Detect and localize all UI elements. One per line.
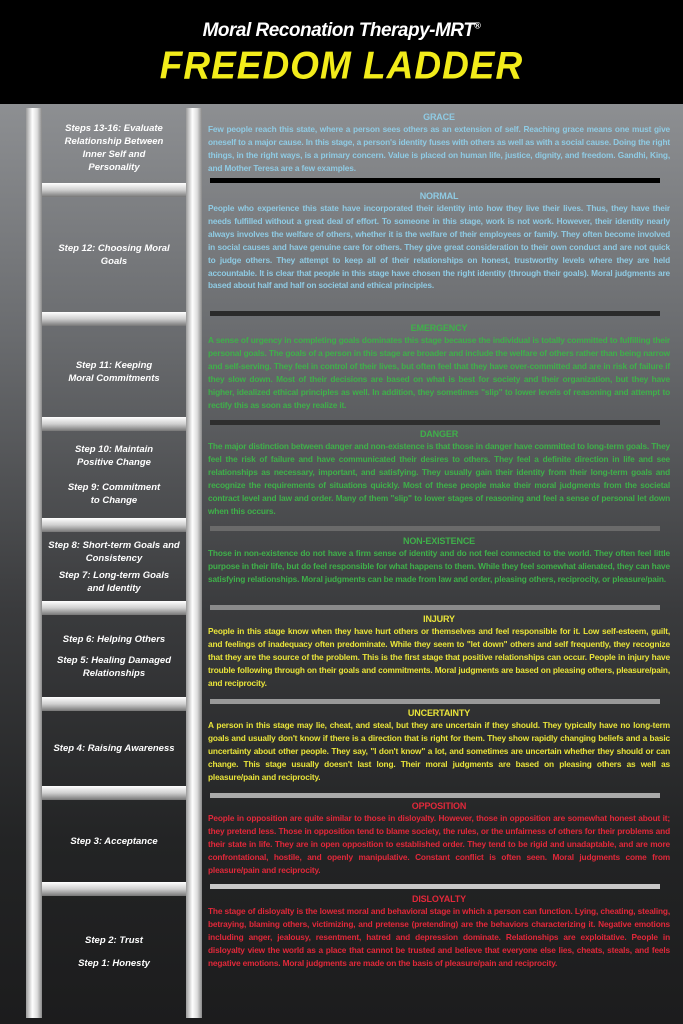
ladder-rung [42,417,186,431]
stage-description: A person in this stage may lie, cheat, and steal, but they are uncertain if they should. They typically have no long-term goals and usually don't know if there is a direction that is right for them. They show rapidly changing beliefs and a basic uncertainty about other people. They say, "I don't know" a lot, and sometimes are uncertain whether they should or can change. This stage usually doesn't last long. Their moral judgments are based on pleasing others as well as pleasure/pain and reciprocity. [208,720,670,782]
ladder-step-2-1 [44,896,184,1008]
step-label: Step 2: Trust [85,935,143,946]
stage-grace [208,111,670,175]
step-label: Step 5: Healing Damaged Relationships [56,654,172,679]
stage-danger [208,428,670,517]
ladder-step-3 [44,800,184,882]
divider [210,793,660,798]
step-label: Step 6: Helping Others [62,633,166,645]
stage-description: People who experience this state have incorporated their identity into how they live their lives. Thus, they have their needs fulfilled without a great deal of effort. To someone in this stage, work is not work. However, their identity nearly always involves the welfare of others, whether it is the welfare of their employees or family. They often become involved in social causes and have genuine care for others. They give great consideration to their own conduct and are not quick to judge others. They attempt to keep all of their relationships on honest, trustworthy levels where they are held accountable. It is clear that people in this stage have chosen the right identity (through their goals). Moral judgments are based about half and half on societal and ethical principles. [208,203,670,291]
ladder-step-13-16 [44,112,184,183]
divider [210,526,660,531]
divider [210,605,660,610]
stage-title: NORMAL [419,191,459,201]
ladder-right-rail [186,108,202,1018]
stage-injury [208,613,670,690]
step-label: Steps 13-16: Evaluate Relationship Between Inner Self and Personality [64,122,164,173]
stage-title: UNCERTAINTY [407,708,471,718]
divider [210,699,660,704]
ladder-step-6-5 [44,615,184,697]
stage-non-existence [208,535,670,586]
stage-disloyalty [208,893,670,970]
poster-title: FREEDOM LADDER [159,43,524,87]
step-label: Step 11: Keeping Moral Commitments [68,359,160,384]
ladder-rung [42,786,186,800]
stage-description: The stage of disloyalty is the lowest moral and behavioral stage in which a person can function. Lying, cheating, stealing, betraying, blaming others, victimizing, and pretense (pretending) are the behaviors characterizing it. Negative emotions including anger, jealousy, resentment, hatred and depression dominate. Relationships are exploitative. People in disloyalty view the world as a place that cannot be trusted and believe that everyone else lies, cheats, steals, and feels negative emotions. Moral judgments are made on the basis of pleasure/pain and reciprocity. [208,906,670,968]
stage-opposition [208,800,670,877]
ladder-rung [42,697,186,711]
step-label: Step 9: Commitment to Change [67,481,161,506]
divider [210,420,660,425]
step-label: Step 3: Acceptance [70,835,158,847]
divider [210,178,660,183]
poster-header [0,0,683,104]
divider [210,884,660,889]
registered-mark: ® [474,20,481,31]
ladder-step-10-9 [44,431,184,518]
ladder-rung [42,312,186,326]
stage-description: Few people reach this state, where a person sees others as an extension of self. Reaching grace means one must give oneself to a major cause. In this stage, a person's identity fuses with others as well as with a social cause. Doing the right things, in the right ways, is a primary concern. Value is placed on human life, justice, dignity, and freedom. Gandhi, King, and Mother Teresa are a few examples. [208,124,670,173]
stage-title: OPPOSITION [411,801,467,811]
step-label: Step 10: Maintain Positive Change [74,443,154,468]
poster-subtitle [0,20,683,42]
ladder-left-rail [26,108,42,1018]
stage-title: EMERGENCY [410,323,468,333]
stage-title: INJURY [423,614,455,624]
stage-uncertainty [208,707,670,784]
stage-title: DANGER [419,429,459,439]
stage-title: NON-EXISTENCE [402,536,476,546]
ladder-rung [42,882,186,896]
stage-description: A sense of urgency in completing goals dominates this stage because the individual is totally committed to fulfilling their personal goals. The goals of a person in this stage are broader and include the welfare of others rather than being narrow and self-serving. They feel in control of their lives, but often feel that they have over-committed and are in risk of failure if they slow down. Most of their decisions are based on what is best for society and their organization, but they have higher, idealized ethical principles as well. In addition, they sometimes "slip" to lower levels of reasoning and attempt to rectify this as soon as they realize it. [208,335,670,410]
ladder-rung [42,518,186,532]
subtitle-text: Moral Reconation Therapy-MRT [202,20,475,41]
stage-description: Those in non-existence do not have a firm sense of identity and do not feel connected to the world. They often feel little purpose in their life, but do feel responsible for what happens to them. While they feel somewhat alienated, they can have satisfying relationships. Moral judgments can be made from law and order, pleasing others, reciprocity, or pleasure/pain. [208,548,670,584]
stage-title: DISLOYALTY [411,894,466,904]
ladder-step-4 [44,711,184,786]
step-label: Step 1: Honesty [78,958,150,969]
ladder-rung [42,183,186,197]
ladder-rung [42,601,186,615]
ladder-step-12 [44,197,184,312]
stage-description: People in opposition are quite similar to those in disloyalty. However, those in opposition are somewhat honest about it; they pretend less. Those in opposition tend to blame society, the rules, or the unfairness of others for their problems and their state in life. They are in open opposition to established order. They tend to be rigid and unadaptable, and are more confrontational, hostile, and openly manipulative. Constant conflict is often seen. Moral judgments come from pleasure/pain and reciprocity. [208,813,670,875]
stage-normal [208,190,670,292]
stage-emergency [208,322,670,411]
step-label: Step 4: Raising Awareness [53,743,175,754]
ladder-step-11 [44,326,184,417]
ladder-step-8-7 [44,532,184,601]
step-label: Step 8: Short-term Goals and Consistency [48,539,180,564]
step-label: Step 12: Choosing Moral Goals [58,242,170,267]
step-label: Step 7: Long-term Goals and Identity [58,569,170,594]
divider [210,311,660,316]
stage-description: The major distinction between danger and non-existence is that those in danger have committed to long-term goals. They feel the risk of failure and have communicated their desires to others. They feel a definite direction in life and see relationships as necessary, important, and satisfying. They usually gain their identity from their long-term goals and recognize the requirements of situations quickly. Most of these people make their moral judgments from the societal contract level and law and order. Many of them "slip" to lower stages of reasoning and feel a sense of personal let down when this occurs. [208,441,670,516]
stage-description: People in this stage know when they have hurt others or themselves and feel responsible for it. Low self-esteem, guilt, and feelings of inadequacy often predominate. While they seem to "let down" others and self frequently, they recognize that they are the source of the problem. This is the first stage that positive relationships can occur. People in injury have trouble following through on their goals and commitments. Moral judgments are based on pleasing others, pleasure/pain, and reciprocity. [208,626,670,688]
stage-title: GRACE [423,112,455,122]
